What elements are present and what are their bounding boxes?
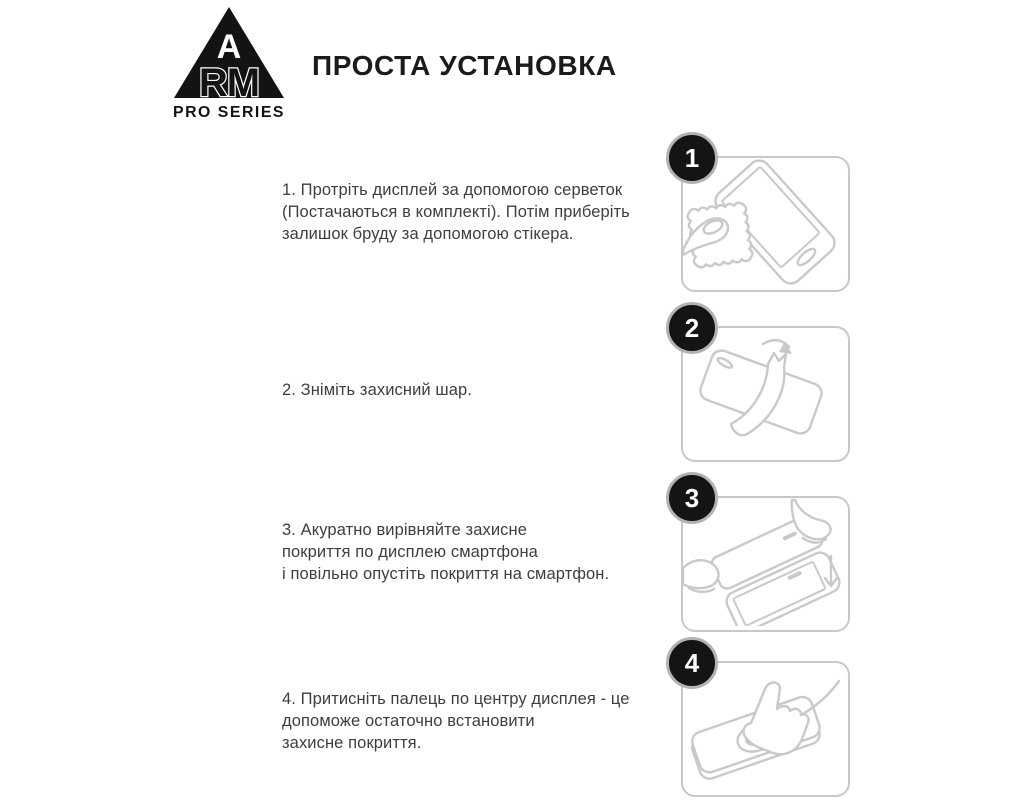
left-hand-icon <box>683 560 718 592</box>
text-line: допоможе остаточно встановити <box>282 711 535 730</box>
page-title: ПРОСТА УСТАНОВКА <box>312 50 617 81</box>
step-4-illustration-box <box>681 647 850 797</box>
step-2-number-badge: 2 <box>666 302 718 354</box>
press-center-illustration <box>683 663 844 791</box>
step-4-text <box>282 689 630 754</box>
step-1-number-badge: 1 <box>666 132 718 184</box>
text-line: покриття по дисплею смартфона <box>282 542 538 561</box>
text-line: 4. Притисніть палець по центру дисплея - це <box>282 690 630 708</box>
pressing-hand-icon <box>744 681 839 754</box>
logo-letters: RM <box>198 61 260 105</box>
curved-arrow-icon <box>763 340 792 354</box>
step-1-illustration-box <box>681 142 850 292</box>
logo-initial: A <box>216 28 242 66</box>
step-3-number-badge: 3 <box>666 472 718 524</box>
text-line: захисне покриття. <box>282 733 422 752</box>
align-protector-illustration <box>683 498 844 626</box>
brand-logo <box>170 6 288 120</box>
wipe-screen-illustration <box>683 158 844 286</box>
text-line: і повільно опустіть покриття на смартфон. <box>282 564 610 583</box>
step-3-illustration-box <box>681 482 850 632</box>
text-line: 1. Протріть дисплей за допомогою серветок <box>282 181 623 199</box>
text-line: (Постачаються в комплекті). Потім приберіть <box>282 202 630 221</box>
step-2-illustration-box <box>681 312 850 462</box>
logo-series-label: PRO SERIES <box>173 104 285 120</box>
text-line: 3. Акуратно вирівняйте захисне <box>282 521 527 539</box>
peel-layer-illustration <box>683 328 844 456</box>
step-1-text <box>282 180 630 245</box>
step-3-text <box>282 520 609 585</box>
step-2-text <box>282 380 472 402</box>
text-line: 2. Зніміть захисний шар. <box>282 381 472 399</box>
step-4-number-badge: 4 <box>666 637 718 689</box>
text-line: залишок бруду за допомогою стікера. <box>282 224 574 243</box>
